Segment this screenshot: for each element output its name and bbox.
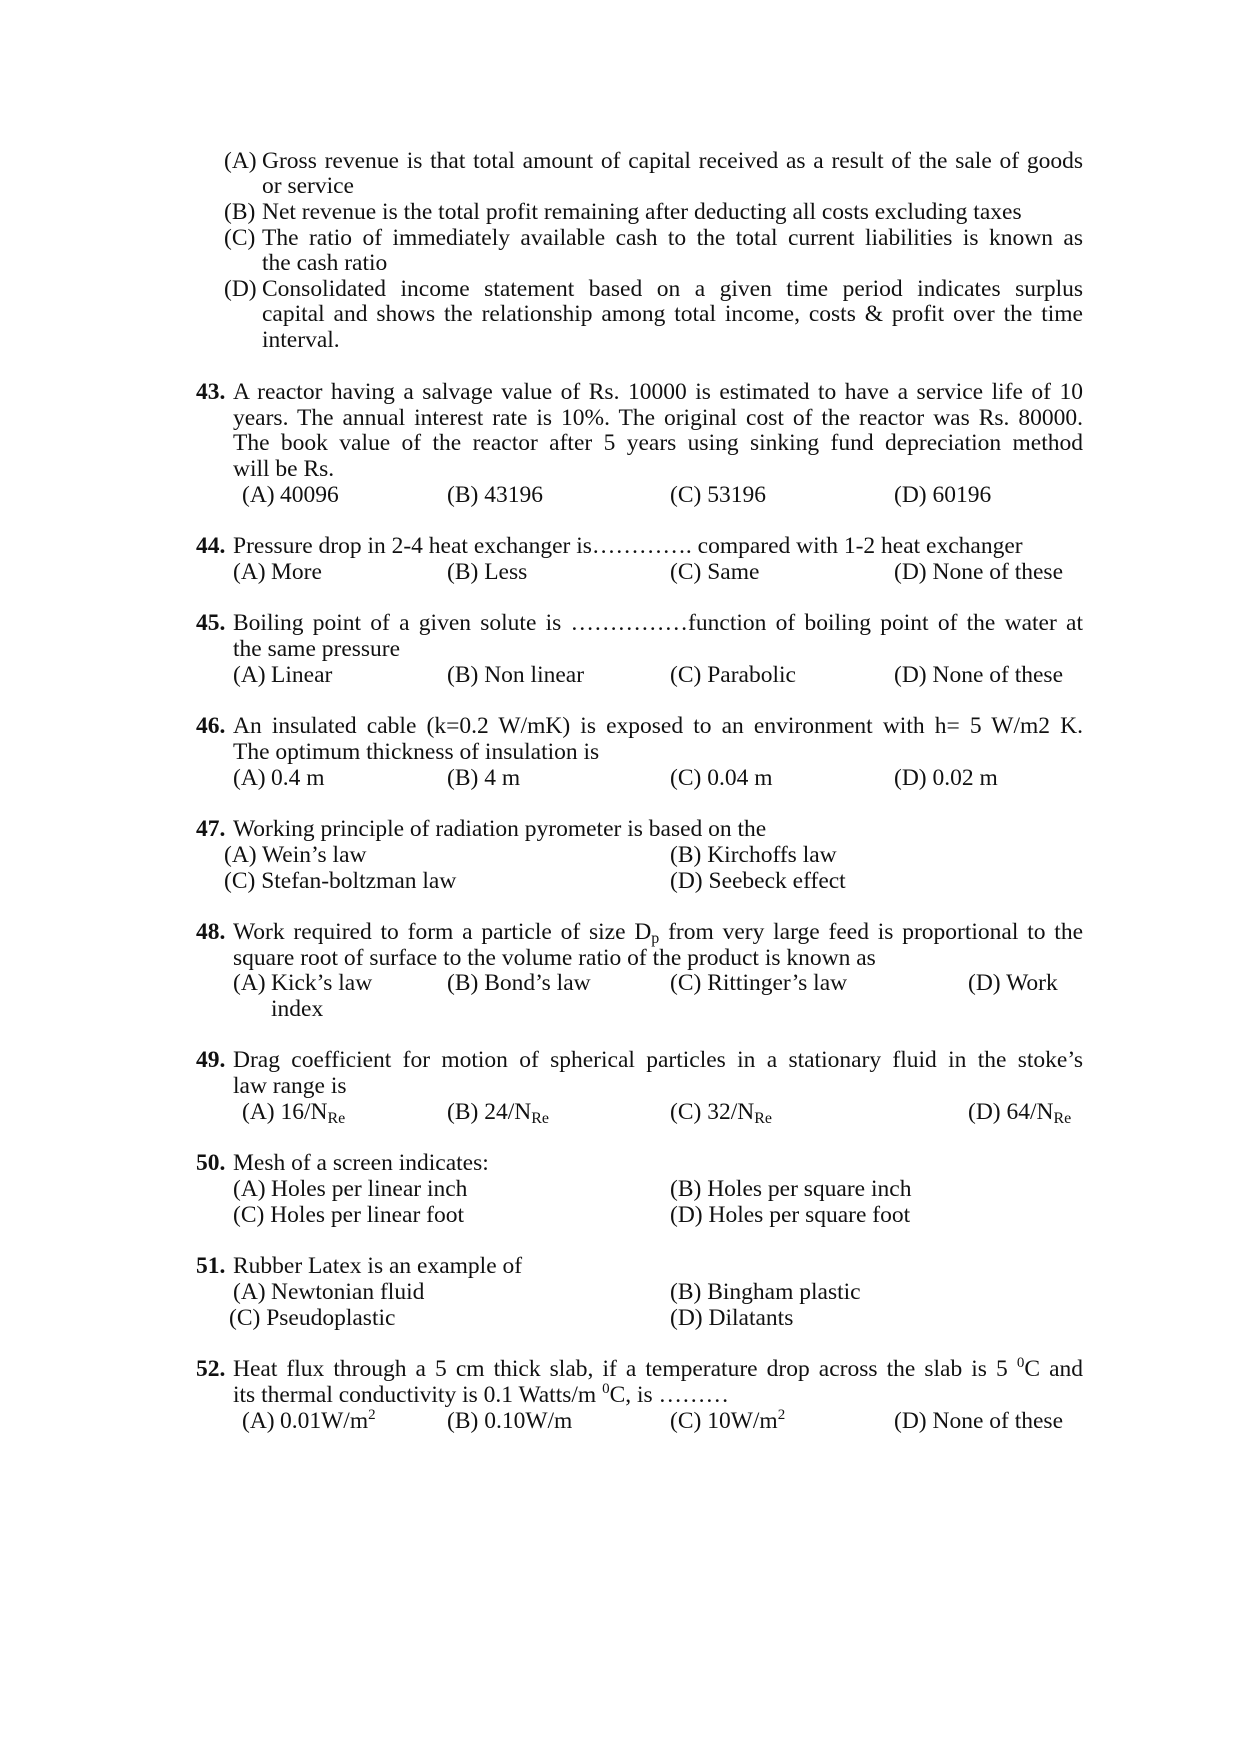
question-text-line: An insulated cable (k=0.2 W/mK) is exposed to an environment with h= 5 W/m2 K. (233, 713, 1083, 739)
option-a-text (280, 1407, 376, 1436)
question-text-line: law range is (233, 1073, 347, 1099)
option-a-text: 40096 (280, 482, 339, 508)
option-b: (B) Less (447, 559, 528, 585)
question-text-line: A reactor having a salvage value of Rs. 10000 is estimated to have a service life of 10 (233, 379, 1083, 405)
subscript: p (651, 930, 660, 947)
question-number: 43. (196, 379, 226, 405)
option-d: (D) 60196 (894, 482, 992, 508)
question-number: 46. (196, 713, 226, 739)
option-text-line: interval. (262, 327, 340, 353)
question-text-line (233, 1381, 1083, 1410)
option-text: (C) 32/N (670, 1099, 755, 1125)
option-c: (C) Same (670, 559, 760, 585)
question-text-line: square root of surface to the volume ratio of the product is known as (233, 945, 876, 971)
option-a-label: (A) (242, 1408, 275, 1434)
question-text-line: Working principle of radiation pyrometer is based on the (233, 816, 767, 842)
option-text: (D) 64/N (968, 1099, 1054, 1125)
option-a-text: Linear (271, 662, 333, 688)
option-b: (B) Holes per square inch (670, 1176, 912, 1202)
question-text-line: Rubber Latex is an example of (233, 1253, 523, 1279)
option-label: (B) (224, 199, 256, 225)
question-text-line: Boiling point of a given solute is ……………function of boiling point of the water at (233, 610, 1083, 636)
subscript: Re (327, 1110, 346, 1127)
option-b: (B) 4 m (447, 765, 521, 791)
question-text-line: Drag coefficient for motion of spherical particles in a stationary fluid in the stoke’s (233, 1047, 1083, 1073)
option-text: (B) 24/N (447, 1099, 532, 1125)
option-c: (C) Pseudoplastic (229, 1305, 396, 1331)
option-a-label: (A) (233, 970, 266, 996)
question-text-line: the same pressure (233, 636, 401, 662)
question-text-line: The book value of the reactor after 5 years using sinking fund depreciation method (233, 430, 1083, 456)
subscript: Re (754, 1110, 772, 1127)
option-text-line: Gross revenue is that total amount of capital received as a result of the sale of goods (262, 148, 1083, 174)
option-text: 0.01W/m (280, 1408, 369, 1434)
option-text: (A) 16/N (242, 1099, 328, 1125)
question-number: 52. (196, 1356, 226, 1382)
option-b: (B) 0.10W/m (447, 1408, 573, 1434)
question-number: 51. (196, 1253, 226, 1279)
option-label: (D) (224, 276, 257, 302)
option-b: (B) Bond’s law (447, 970, 591, 996)
option-d: (D) Holes per square foot (670, 1202, 911, 1228)
option-b (447, 1098, 549, 1127)
text-segment: C and (1024, 1356, 1083, 1382)
option-c: (C) Rittinger’s law (670, 970, 848, 996)
superscript: 0 (602, 1381, 610, 1397)
question-text-line: Mesh of a screen indicates: (233, 1150, 489, 1176)
option-a-text: Newtonian fluid (271, 1279, 425, 1305)
option-a-label: (A) (233, 1279, 266, 1305)
option-a-label: (A) (224, 842, 257, 868)
option-c: (C) Parabolic (670, 662, 796, 688)
text-segment: from very large feed is proportional to the (659, 919, 1083, 945)
option-d: (D) None of these (894, 1408, 1064, 1434)
option-label: (A) (224, 148, 257, 174)
option-a-text: 0.4 m (271, 765, 325, 791)
question-text-line (233, 918, 1083, 947)
option-c: (C) 53196 (670, 482, 766, 508)
superscript: 2 (368, 1407, 376, 1423)
question-number: 47. (196, 816, 226, 842)
question-number: 48. (196, 919, 226, 945)
option-a-text: Kick’s law (271, 970, 373, 996)
option-c (670, 1098, 772, 1127)
option-a-text: Wein’s law (262, 842, 367, 868)
option-a-label: (A) (233, 559, 266, 585)
subscript: Re (1053, 1110, 1072, 1127)
question-number: 45. (196, 610, 226, 636)
option-c: (C) Stefan-boltzman law (224, 868, 457, 894)
option-a-text: More (271, 559, 322, 585)
option-d: (D) None of these (894, 559, 1064, 585)
option-c: (C) Holes per linear foot (233, 1202, 465, 1228)
option-b: (B) 43196 (447, 482, 543, 508)
option-text-line: Consolidated income statement based on a given time period indicates surplus (262, 276, 1083, 302)
question-text-line: The optimum thickness of insulation is (233, 739, 600, 765)
option-d (968, 1098, 1071, 1127)
option-c (670, 1407, 785, 1436)
question-text-line: years. The annual interest rate is 10%. The original cost of the reactor was Rs. 80000. (233, 405, 1083, 431)
question-number: 49. (196, 1047, 226, 1073)
option-d: (D) 0.02 m (894, 765, 998, 791)
option-text-line: capital and shows the relationship among total income, costs & profit over the time (262, 301, 1083, 327)
question-number: 44. (196, 533, 226, 559)
option-a-label: (A) (233, 662, 266, 688)
question-text-line: Pressure drop in 2-4 heat exchanger is…………. compared with 1-2 heat exchanger (233, 533, 1023, 559)
option-d: (D) Work (968, 970, 1058, 996)
superscript: 2 (777, 1407, 786, 1423)
option-a-text: Holes per linear inch (271, 1176, 468, 1202)
option-d-text-wrap: index (271, 996, 324, 1022)
subscript: Re (531, 1110, 549, 1127)
option-b: (B) Non linear (447, 662, 585, 688)
option-text-line: or service (262, 173, 354, 199)
option-text-line: The ratio of immediately available cash to the total current liabilities is known as (262, 225, 1083, 251)
option-a (242, 1098, 345, 1127)
question-text-line: will be Rs. (233, 456, 335, 482)
option-a-label: (A) (233, 765, 266, 791)
option-text-line: the cash ratio (262, 250, 388, 276)
option-label: (C) (224, 225, 256, 251)
option-c: (C) 0.04 m (670, 765, 773, 791)
option-text-line: Net revenue is the total profit remaining after deducting all costs excluding taxes (262, 199, 1022, 225)
text-segment: C, is ……… (609, 1382, 730, 1408)
option-d: (D) Dilatants (670, 1305, 794, 1331)
option-b: (B) Bingham plastic (670, 1279, 861, 1305)
text-segment: Work required to form a particle of size D (233, 919, 652, 945)
text-segment: Heat flux through a 5 cm thick slab, if a temperature drop across the slab is 5 (233, 1356, 1017, 1382)
option-b: (B) Kirchoffs law (670, 842, 837, 868)
option-text: (C) 10W/m (670, 1408, 778, 1434)
superscript: 0 (1016, 1355, 1025, 1371)
question-number: 50. (196, 1150, 226, 1176)
option-d: (D) Seebeck effect (670, 868, 846, 894)
text-segment: its thermal conductivity is 0.1 Watts/m (233, 1382, 603, 1408)
question-text-line (233, 1355, 1083, 1384)
option-a-label: (A) (233, 1176, 266, 1202)
option-d: (D) None of these (894, 662, 1064, 688)
option-a-label: (A) (242, 482, 275, 508)
